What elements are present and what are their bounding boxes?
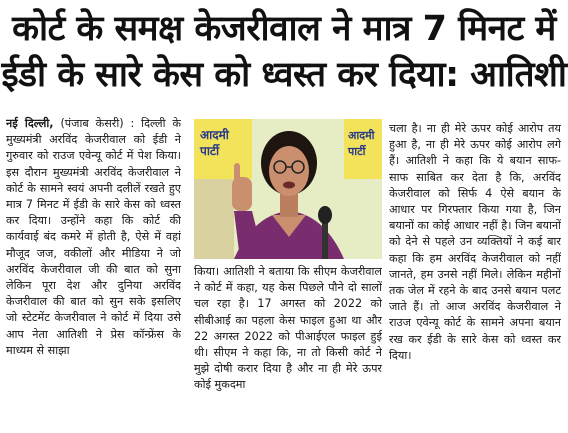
svg-text:पार्टी: पार्टी bbox=[348, 145, 366, 158]
speaker-photo-illustration bbox=[194, 119, 382, 259]
column-2-text: किया। आतिशी ने बताया कि सीएम केजरीवाल ने कोर्ट में कहा, यह केस पिछले पौने दो सालों चल रहा है। 17 अगस्त को 2022 को सीबीआई का पहला केस फाइल हुआ था और 22 अगस्त 2022 को पीआईएल फाइल हुई थी। सीएम ने कहा कि, ना तो किसी कोर्ट ने मुझे दोषी करार दिया है और ना ही मेरे ऊपर कोई मुकदमा bbox=[194, 265, 382, 392]
headline-line-1: कोर्ट के समक्ष केजरीवाल ने मात्र 7 मिनट में bbox=[12, 9, 556, 49]
headline-line-2: ईडी के सारे केस को ध्वस्त कर दिया: आतिशी bbox=[1, 55, 567, 95]
svg-text:आदमी: आदमी bbox=[348, 129, 375, 142]
column-1-text: दिल्ली के मुख्यमंत्री अरविंद केजरीवाल को ईडी ने गुरुवार को राउज एवेन्यू कोर्ट में पेश किया। इस दौरान मुख्यमंत्री अरविंद केजरीवाल ने कोर्ट के सामने स्वयं अपनी दलीलें रखते हुए मात्र 7 मिनट में ईडी के सारे केस को ध्वस्त कर दिया। उन्होंने कहा कि कोर्ट की कार्यवाई बंद कमरे में होती है, ऐसे में वहां मौजूद जज, वकीलों और मीडिया ने जो अरविंद केजरीवाल जी की बात को सुना लेकिन पूरा देश और दुनिया अरविंद केजरीवाल की बात को सुन सके इसलिए जो स्टेटमेंट केजरीवाल ने कोर्ट में दिया उसे आप नेता आतिशी ने प्रेस कॉन्फ्रेंस के माध्यम से साझा bbox=[6, 117, 181, 357]
article-column-2 bbox=[194, 264, 382, 429]
dateline: नई दिल्ली, bbox=[6, 117, 54, 130]
banner-text-left: आदमी bbox=[200, 128, 229, 142]
column-3-text: चला है। ना ही मेरे ऊपर कोई आरोप तय हुआ है, ना ही मेरे ऊपर कोई आरोप लगे हैं। आतिशी ने कहा कि ये बयान साफ-साफ साबित कर देता है कि, अरविंद केजरीवाल को सिर्फ 4 ऐसे बयान के आधार पर गिरफ्तार किया गया है, जिन बयानों का कोई आधार नहीं है। जिन बयानों को देने से पहले उन व्यक्तियों ने कई बार कहा कि हम अरविंद केजरीवाल को नहीं जानते, हम उनसे नहीं मिले। लेकिन महीनों तक जेल में रहने के बाद उनसे बयान पलट जाते हैं। तो आज अरविंद केजरीवाल ने राउज एवेन्यू कोर्ट के सामने अपना बयान रख कर ईडी के सारे केस को ध्वस्त कर दिया। bbox=[389, 122, 561, 362]
article-column-1 bbox=[6, 116, 181, 431]
article-photo bbox=[194, 119, 382, 259]
article-column-3 bbox=[389, 121, 561, 431]
svg-text:पार्टी: पार्टी bbox=[200, 144, 220, 158]
source-credit: (पंजाब केसरी) : bbox=[60, 117, 135, 130]
